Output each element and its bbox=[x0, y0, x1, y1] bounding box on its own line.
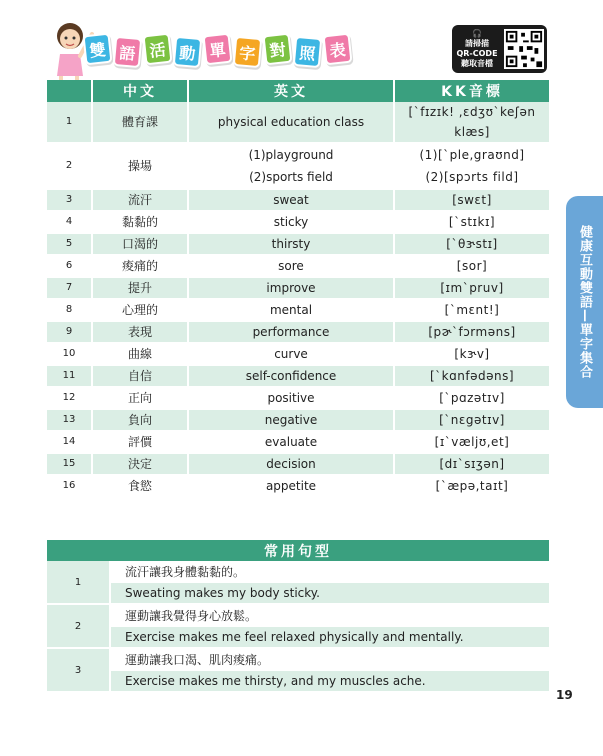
row-number bbox=[47, 256, 93, 278]
english-word-text: appetite bbox=[265, 479, 317, 493]
qr-label-line2: QR-CODE bbox=[456, 49, 498, 58]
english-word bbox=[189, 102, 395, 144]
kk-phonetic bbox=[395, 366, 549, 388]
chinese-word bbox=[93, 278, 189, 300]
row-number-text: 6 bbox=[65, 260, 73, 271]
kk-phonetic bbox=[395, 300, 549, 322]
row-number-text: 12 bbox=[62, 392, 76, 403]
vocabulary-row bbox=[47, 212, 549, 234]
kk-phonetic-text: [sor] bbox=[456, 259, 488, 273]
kk-phonetic-text: [ɪˋvæljʊ,et] bbox=[434, 435, 510, 449]
vocabulary-row bbox=[47, 234, 549, 256]
chapter-side-label: 健康互動雙語—單字集合 bbox=[577, 225, 592, 379]
chinese-word-text: 口渴的 bbox=[121, 237, 158, 251]
english-word bbox=[189, 366, 395, 388]
vocabulary-row bbox=[47, 322, 549, 344]
english-word-text: evaluate bbox=[264, 435, 318, 449]
kk-phonetic bbox=[395, 322, 549, 344]
chinese-word-text: 表現 bbox=[127, 325, 152, 339]
english-word-text: sweat bbox=[273, 193, 309, 207]
title-char-tile: 表 bbox=[323, 33, 353, 66]
col-header-english: 英文 bbox=[189, 80, 395, 102]
kk-phonetic-text: [ˋstɪkɪ] bbox=[448, 215, 496, 229]
row-number bbox=[47, 190, 93, 212]
row-number-text: 8 bbox=[65, 304, 73, 315]
vocabulary-row bbox=[47, 144, 549, 190]
english-word-text: mental bbox=[269, 303, 313, 317]
row-number bbox=[47, 388, 93, 410]
english-word bbox=[189, 234, 395, 256]
english-word-text: sticky bbox=[273, 215, 309, 229]
english-word-text: physical education class bbox=[217, 115, 365, 129]
headphone-icon: 🎧 bbox=[472, 29, 482, 38]
english-word bbox=[189, 190, 395, 212]
english-word-text: positive bbox=[267, 391, 315, 405]
vocabulary-table bbox=[47, 80, 549, 498]
chinese-word-text: 心理的 bbox=[121, 303, 158, 317]
english-word bbox=[189, 144, 395, 190]
english-word bbox=[189, 300, 395, 322]
kk-phonetic-text: [dɪˋsɪʒən] bbox=[439, 457, 505, 471]
kk-phonetic-text: [ˋkɑnfədəns] bbox=[430, 369, 514, 383]
row-number-text: 9 bbox=[65, 326, 73, 337]
sentence-english: Exercise makes me thirsty, and my muscles ache. bbox=[111, 671, 549, 693]
row-number bbox=[47, 212, 93, 234]
row-number bbox=[47, 454, 93, 476]
chinese-word-text: 自信 bbox=[127, 369, 152, 383]
row-number bbox=[47, 344, 93, 366]
sentence-row-english bbox=[47, 671, 549, 693]
page-title bbox=[84, 34, 351, 67]
sentence-number: 1 bbox=[47, 561, 111, 605]
kk-phonetic-text: [swɛt] bbox=[452, 193, 492, 207]
chinese-word bbox=[93, 212, 189, 234]
vocabulary-row bbox=[47, 388, 549, 410]
kk-phonetic bbox=[395, 476, 549, 498]
english-word-text: thirsty bbox=[271, 237, 311, 251]
english-word bbox=[189, 344, 395, 366]
row-number bbox=[47, 144, 93, 190]
row-number-text: 4 bbox=[65, 216, 73, 227]
row-number-text: 15 bbox=[62, 458, 76, 469]
chinese-word bbox=[93, 322, 189, 344]
row-number bbox=[47, 432, 93, 454]
title-char-tile: 語 bbox=[113, 36, 143, 68]
chinese-word-text: 操場 bbox=[127, 159, 152, 173]
row-number-text: 14 bbox=[62, 436, 76, 447]
english-word bbox=[189, 454, 395, 476]
qr-label-line1: 請掃描 bbox=[465, 39, 489, 48]
chinese-word bbox=[93, 256, 189, 278]
english-word bbox=[189, 322, 395, 344]
english-word bbox=[189, 212, 395, 234]
chinese-word bbox=[93, 190, 189, 212]
row-number bbox=[47, 322, 93, 344]
sentence-chinese: 運動讓我口渴、肌肉痠痛。 bbox=[111, 649, 549, 671]
sentence-chinese: 流汗讓我身體黏黏的。 bbox=[111, 561, 549, 583]
chinese-word bbox=[93, 300, 189, 322]
chinese-word bbox=[93, 144, 189, 190]
sentence-number: 3 bbox=[47, 649, 111, 693]
row-number bbox=[47, 366, 93, 388]
english-word bbox=[189, 278, 395, 300]
kk-phonetic bbox=[395, 454, 549, 476]
row-number bbox=[47, 300, 93, 322]
chinese-word bbox=[93, 344, 189, 366]
title-char-tile: 活 bbox=[143, 33, 173, 66]
kk-phonetic bbox=[395, 344, 549, 366]
vocabulary-row bbox=[47, 454, 549, 476]
title-char-tile: 單 bbox=[203, 33, 233, 66]
vocabulary-row bbox=[47, 190, 549, 212]
kk-phonetic bbox=[395, 432, 549, 454]
row-number-text: 10 bbox=[62, 348, 76, 359]
col-header-num bbox=[47, 80, 93, 102]
chinese-word bbox=[93, 454, 189, 476]
row-number bbox=[47, 278, 93, 300]
row-number-text: 11 bbox=[62, 370, 76, 381]
row-number bbox=[47, 234, 93, 256]
sentence-row-chinese bbox=[47, 605, 549, 627]
english-word-line: (2)sports field bbox=[249, 170, 333, 184]
chinese-word bbox=[93, 388, 189, 410]
kk-phonetic-text: [ɪmˋpruv] bbox=[440, 281, 504, 295]
vocabulary-row bbox=[47, 102, 549, 144]
kk-phonetic bbox=[395, 388, 549, 410]
sentence-row-chinese bbox=[47, 649, 549, 671]
english-word bbox=[189, 432, 395, 454]
chinese-word-text: 決定 bbox=[127, 457, 152, 471]
english-word bbox=[189, 476, 395, 498]
row-number bbox=[47, 410, 93, 432]
kk-phonetic-text: [kɝv] bbox=[454, 347, 490, 361]
title-char-tile: 雙 bbox=[83, 33, 113, 66]
qr-label-line3: 聽取音檔 bbox=[461, 59, 493, 68]
row-number-text: 1 bbox=[65, 116, 73, 127]
sentence-number: 2 bbox=[47, 605, 111, 649]
kk-phonetic bbox=[395, 278, 549, 300]
sentence-row-english bbox=[47, 627, 549, 649]
english-word-text: improve bbox=[266, 281, 316, 295]
vocabulary-row bbox=[47, 278, 549, 300]
sentence-english: Sweating makes my body sticky. bbox=[111, 583, 549, 605]
row-number-text: 16 bbox=[62, 480, 76, 491]
sentence-table bbox=[47, 540, 549, 693]
col-header-chinese: 中文 bbox=[93, 80, 189, 102]
title-char-tile: 字 bbox=[233, 36, 263, 68]
english-word-text: negative bbox=[264, 413, 318, 427]
english-word-text: sore bbox=[278, 259, 304, 273]
kk-phonetic-line: (2)[spɔrts fild] bbox=[425, 170, 519, 184]
row-number-text: 7 bbox=[65, 282, 73, 293]
chapter-side-tab[interactable] bbox=[566, 196, 603, 408]
english-word-text: self-confidence bbox=[245, 369, 337, 383]
kk-phonetic-text: [ˋmɛnt!] bbox=[444, 303, 500, 317]
kk-phonetic bbox=[395, 102, 549, 144]
kk-phonetic-text: [ˋnɛgətɪv] bbox=[439, 413, 505, 427]
chinese-word-text: 黏黏的 bbox=[121, 215, 158, 229]
vocabulary-row bbox=[47, 432, 549, 454]
english-word-line: (1)playground bbox=[248, 148, 334, 162]
sentence-row-english bbox=[47, 583, 549, 605]
english-word-text: decision bbox=[266, 457, 316, 471]
vocabulary-row bbox=[47, 300, 549, 322]
title-char-tile: 照 bbox=[293, 36, 323, 68]
kk-phonetic-text: [ˋæpə,taɪt] bbox=[435, 479, 509, 493]
row-number bbox=[47, 476, 93, 498]
vocabulary-row bbox=[47, 344, 549, 366]
row-number-text: 13 bbox=[62, 414, 76, 425]
vocabulary-row bbox=[47, 366, 549, 388]
sentence-english: Exercise makes me feel relaxed physically and mentally. bbox=[111, 627, 549, 649]
kk-phonetic-line: (1)[ˋple,graʊnd] bbox=[419, 148, 525, 162]
sentence-row-chinese bbox=[47, 561, 549, 583]
row-number-text: 2 bbox=[65, 160, 73, 171]
chinese-word bbox=[93, 102, 189, 144]
sentence-chinese: 運動讓我覺得身心放鬆。 bbox=[111, 605, 549, 627]
kk-phonetic-text: [ˋfɪzɪk! ,ɛdʒʊˋkeʃən klæs] bbox=[408, 105, 536, 139]
chinese-word-text: 評價 bbox=[127, 435, 152, 449]
english-word-text: performance bbox=[252, 325, 330, 339]
english-word bbox=[189, 388, 395, 410]
kk-phonetic bbox=[395, 410, 549, 432]
row-number bbox=[47, 102, 93, 144]
kk-phonetic-text: [ˋpɑzətɪv] bbox=[439, 391, 505, 405]
kk-phonetic bbox=[395, 234, 549, 256]
row-number-text: 3 bbox=[65, 194, 73, 205]
vocabulary-row bbox=[47, 256, 549, 278]
chinese-word bbox=[93, 410, 189, 432]
chinese-word bbox=[93, 476, 189, 498]
chinese-word bbox=[93, 432, 189, 454]
kk-phonetic bbox=[395, 144, 549, 190]
chinese-word bbox=[93, 234, 189, 256]
english-word bbox=[189, 410, 395, 432]
chinese-word-text: 體育課 bbox=[121, 115, 158, 129]
chinese-word bbox=[93, 366, 189, 388]
chinese-word-text: 曲線 bbox=[127, 347, 152, 361]
row-number-text: 5 bbox=[65, 238, 73, 249]
chinese-word-text: 痠痛的 bbox=[121, 259, 158, 273]
kk-phonetic-text: [ˋθɝstɪ] bbox=[446, 237, 498, 251]
kk-phonetic bbox=[395, 212, 549, 234]
kk-phonetic-text: [pɚˋfɔrməns] bbox=[428, 325, 516, 339]
vocabulary-row bbox=[47, 410, 549, 432]
col-header-kk: KK音標 bbox=[395, 80, 549, 102]
vocabulary-header-row bbox=[47, 80, 549, 102]
vocabulary-row bbox=[47, 476, 549, 498]
chinese-word-text: 食慾 bbox=[127, 479, 152, 493]
page-number: 19 bbox=[556, 688, 573, 702]
chinese-word-text: 流汗 bbox=[127, 193, 152, 207]
english-word bbox=[189, 256, 395, 278]
sentence-table-title: 常用句型 bbox=[47, 540, 549, 561]
chinese-word-text: 提升 bbox=[127, 281, 152, 295]
qr-code-icon[interactable] bbox=[504, 29, 544, 69]
chinese-word-text: 負向 bbox=[127, 413, 152, 427]
kk-phonetic bbox=[395, 190, 549, 212]
qr-code-panel[interactable] bbox=[452, 25, 547, 73]
title-char-tile: 動 bbox=[173, 36, 203, 68]
kk-phonetic bbox=[395, 256, 549, 278]
english-word-text: curve bbox=[274, 347, 308, 361]
title-char-tile: 對 bbox=[263, 33, 293, 66]
chinese-word-text: 正向 bbox=[127, 391, 152, 405]
